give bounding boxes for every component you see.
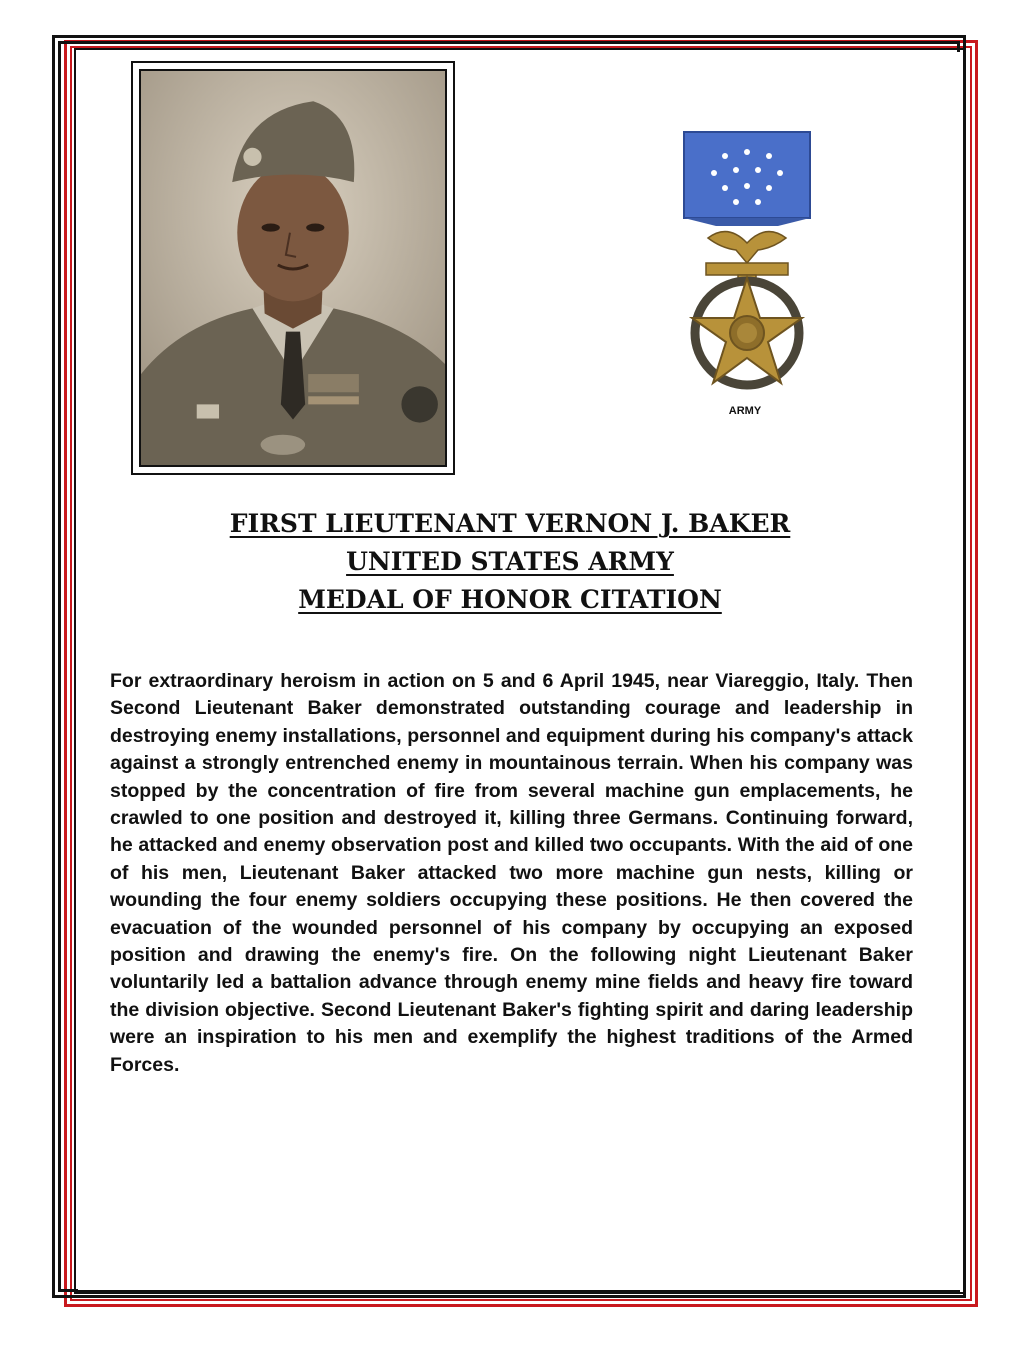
medal-caption: ARMY [728,405,762,417]
citation-text: For extraordinary heroism in action on 5 and 6 April 1945, near Viareggio, Italy. Then Second Lieutenant Baker demonstrated outstanding courage and leadership in destroying enemy installations, personnel and equipment during his company's attack against a strongly entrenched enemy in mountainous terrain. When his company was stopped by the concentration of fire from several machine gun emplacements, he crawled to one position and destroyed it, killing three Germans. Continuing forward, he attacked and enemy observation post and killed two occupants. With the aid of one of his men, Lieutenant Baker attacked two more machine gun nests, killing or wounding the four enemy soldiers occupying these positions. He then covered the evacuation of the wounded personnel of his company by occupying an exposed position and drawing the enemy's fire. On the following night Lieutenant Baker voluntarily led a battalion advance through enemy mine fields and heavy fire toward the division objective. Second Lieutenant Baker's fighting spirit and daring leadership were an inspiration to his men and exemplify the highest traditions of the Armed Forces. [110,670,913,1076]
heading-branch: UNITED STATES ARMY [346,547,674,576]
heading-title: MEDAL OF HONOR CITATION [298,585,722,614]
heading-rank-name: FIRST LIEUTENANT VERNON J. BAKER [229,509,791,538]
soldier-portrait-photo [139,69,447,467]
portrait-frame [131,61,455,475]
medal-of-honor-icon [678,128,816,400]
citation-heading [100,505,920,619]
